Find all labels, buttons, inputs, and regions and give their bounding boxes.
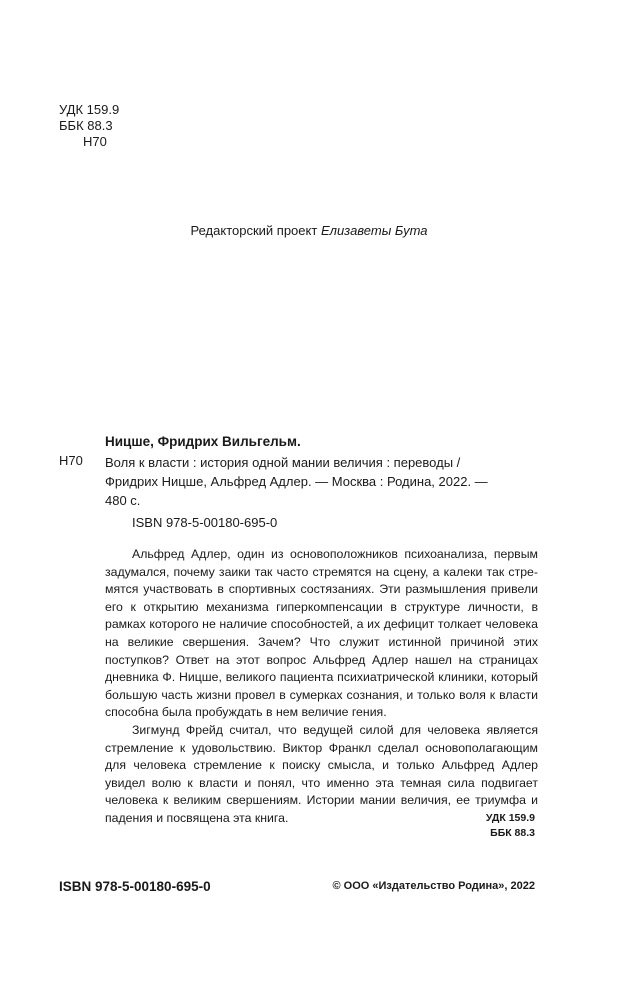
catalog-code: Н70 xyxy=(59,453,83,468)
abstract xyxy=(105,546,538,828)
author-heading: Ницше, Фридрих Вильгельм. xyxy=(105,434,301,449)
classification-codes xyxy=(59,102,119,150)
bib-line: Фридрих Ницше, Альфред Адлер. — Москва : Родина, 2022. — xyxy=(105,474,488,489)
isbn: ISBN 978-5-00180-695-0 xyxy=(132,515,278,530)
bbk-code: ББК 88.3 xyxy=(59,118,113,133)
abstract-paragraph: Зигмунд Фрейд считал, что ведущей силой для человека является стремление к удовольствию. Виктор Франкл сделал основополагающим для человека стремление к поиску смысла, и только Альфред Адлер увидел волю к власти и понял, что именно эта темная сила подвигает человека к великим свершениям. Истории мании величия, ее триумфа и падения и посвящена эта книга. xyxy=(105,722,538,825)
editor-name: Елизаветы Бута xyxy=(320,223,428,238)
abstract-paragraph: Альфред Адлер, один из основоположников психоанализа, первым задумался, почему заики так часто стремятся на сцену, а калеки так стремятся участвовать в спортивных состязаниях. Эти размышления привели его к открытию механизма гиперкомпенсации в структуре личности, в рамках которого не наличие способностей, а их дефицит толкает человека на великие свершения. Зачем? Что служит истинной причиной этих поступков? Ответ на этот вопрос Альфред Адлер нашел на страницах дневника Ф. Ницше, великого пациента психиатрической клиники, который большую часть жизни провел в сумерках сознания, и только воля к власти способна была пробуждать в нем величие гения. xyxy=(105,547,538,720)
author-sign: Н70 xyxy=(83,134,107,149)
udk-code-right: УДК 159.9 xyxy=(485,812,535,824)
bbk-code-right: ББК 88.3 xyxy=(490,827,535,839)
editorial-label: Редакторский проект xyxy=(190,223,318,238)
bib-line: 480 с. xyxy=(105,493,141,508)
classification-codes-right xyxy=(486,811,535,841)
bibliographic-description xyxy=(105,453,555,510)
bib-line: Воля к власти : история одной мании величия : переводы / xyxy=(105,455,461,470)
footer-isbn: ISBN 978-5-00180-695-0 xyxy=(59,879,211,894)
udk-code: УДК 159.9 xyxy=(59,102,120,117)
editorial-project xyxy=(0,223,618,238)
copyright: © ООО «Издательство Родина», 2022 xyxy=(332,880,535,892)
